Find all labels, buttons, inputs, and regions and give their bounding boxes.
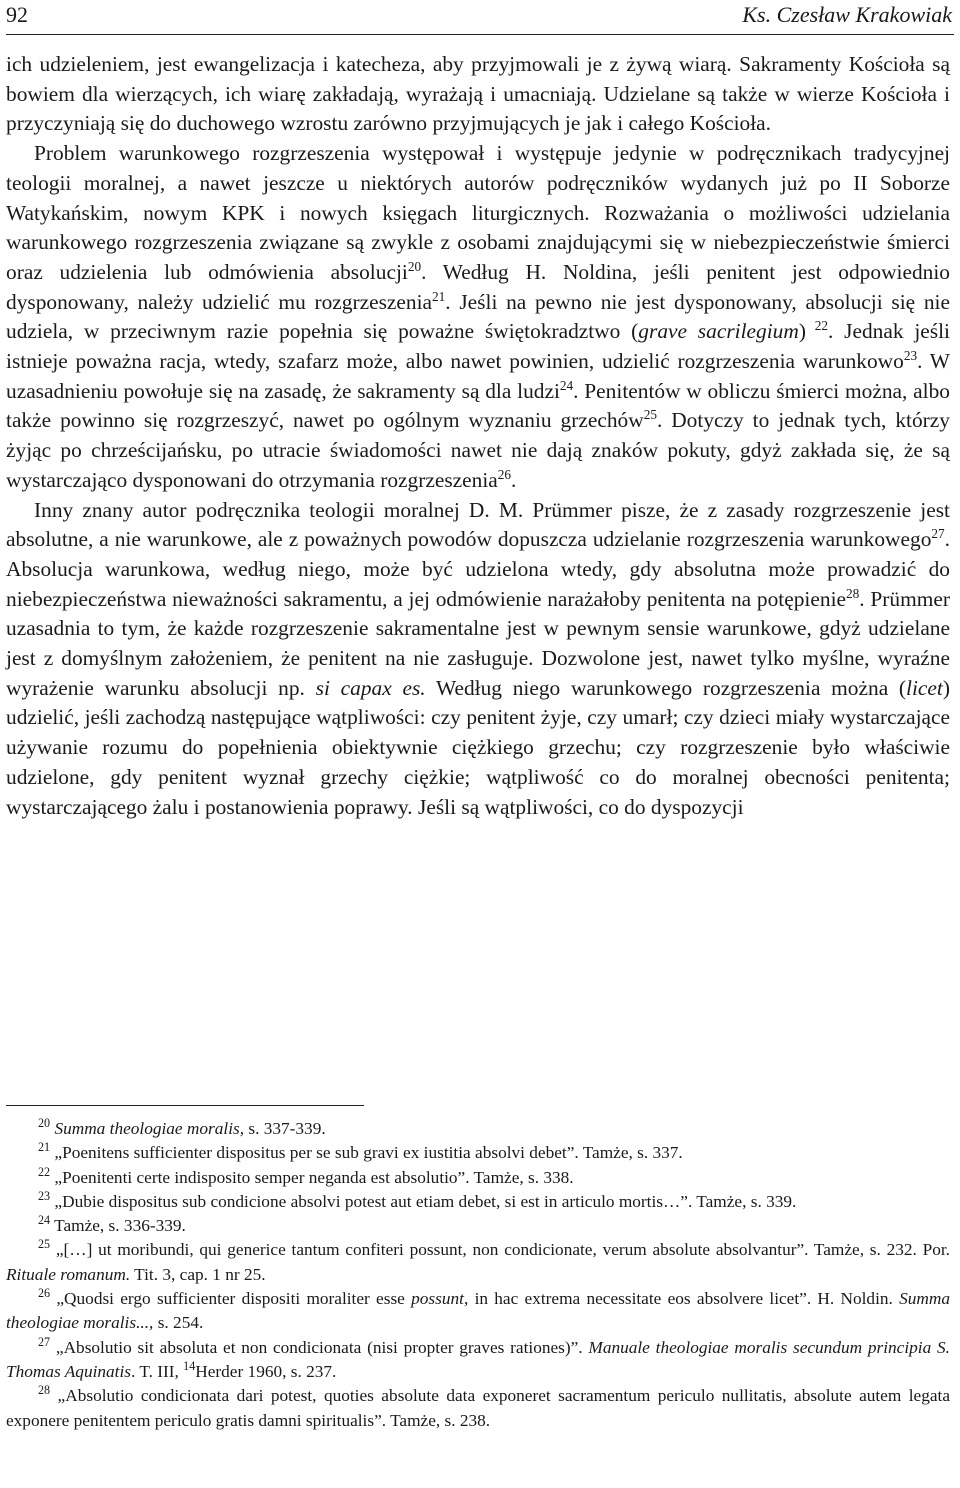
text-run: . — [511, 467, 517, 492]
text-run: Według niego warunkowego rozgrzeszenia można ( — [425, 675, 907, 700]
text-run: . Dotyczy to jednak tych, którzy żyjąc po chrześcijańsku, po utracie świadomości nawet nie dają znaków pokuty, gdyż zakłada się, że są wystarczająco dysponowani do otrzymania rozgrzeszenia — [6, 408, 950, 492]
footnote-text: , in hac extrema necessitate eos absolvere licet”. H. Noldin. — [463, 1289, 900, 1309]
text-run: ) — [798, 319, 806, 344]
footnote-number: 26 — [38, 1286, 51, 1301]
footnote-26 — [6, 1287, 950, 1336]
running-head: Ks. Czesław Krakowiak — [742, 2, 952, 27]
italic-title: Manuale theologiae moralis secundum principia S. Thomas Aquinatis — [6, 1337, 950, 1381]
footnote-23 — [6, 1190, 950, 1214]
footnote-number: 20 — [38, 1116, 51, 1131]
footnote-text: „Absolutio condicionata dari potest, quoties absolute data exponeret sacramentum periculo nullitatis, absolute autem legata exponere penitentem periculo gratis damni spiritualis”. Tamże, s. 238. — [6, 1386, 950, 1430]
page-header — [6, 0, 954, 34]
footnote-number: 27 — [38, 1334, 51, 1349]
footnote-text: „Poenitens sufficienter dispositus per se sub gravi ex iustitia absolvi debet”. Tamże, s. 337. — [50, 1143, 683, 1163]
footnote-ref-27: 27 — [931, 526, 945, 542]
footnote-27 — [6, 1336, 950, 1385]
text-run: . Prümmer uzasadnia to tym, że każde rozgrzeszenie sakramentalne jest w pewnym sensie warunkowe, gdyż udzielane jest z domyślnym założeniem, że penitent na nie zasługuje. Dozwolone jest, nawet tylko myślne, wyraźne wyrażenie warunku absolucji np. — [6, 586, 950, 700]
footnote-text: „[…] ut moribundi, qui generice tantum confiteri possunt, non condicionate, verum absolute absolvantur”. Tamże, s. 232. Por. — [50, 1240, 950, 1260]
paragraph-2 — [6, 139, 950, 495]
footnote-text: s. 337-339. — [244, 1119, 326, 1138]
header-rule — [6, 34, 954, 35]
footnote-ref-21: 21 — [432, 288, 446, 304]
footnote-24 — [6, 1214, 950, 1238]
italic-title: Summa theologiae moralis, — [54, 1119, 245, 1138]
text-run: . Absolucja warunkowa, według niego, może być udzielona wtedy, gdy absolutna może prowadzić do niebezpieczeństwa nieważności sakramentu, a jej odmówienie narażałoby penitenta na potępienie — [6, 527, 950, 611]
footnote-ref-25: 25 — [643, 407, 657, 423]
main-text — [6, 50, 950, 822]
text-run: . Jednak jeśli istnieje poważna racja, wtedy, szafarz może, albo nawet powinien, udzielić rozgrzeszenia warunkowo — [6, 319, 950, 374]
footnote-number: 28 — [38, 1383, 51, 1398]
footnote-number: 23 — [38, 1189, 51, 1204]
footnote-text: „Dubie dispositus sub condicione absolvi potest aut etiam debet, si est in articulo mortis…”. Tamże, s. 339. — [50, 1191, 797, 1211]
footnote-number: 21 — [38, 1140, 51, 1155]
footnote-20 — [6, 1117, 950, 1141]
footnote-ref-20: 20 — [407, 258, 422, 274]
footnote-text: „Absolutio sit absoluta et non condicionata (nisi propter graves rationes)”. — [50, 1337, 589, 1357]
footnote-21 — [6, 1141, 950, 1165]
italic-title: Rituale romanum. — [6, 1264, 131, 1284]
footnote-25 — [6, 1238, 950, 1287]
footnote-ref-28: 28 — [846, 585, 860, 601]
text-run: . W uzasadnieniu powołuje się na zasadę, że sakramenty są dla ludzi — [6, 349, 950, 403]
italic-term: si capax es. — [315, 675, 426, 700]
footnote-22 — [6, 1166, 950, 1190]
footnote-text: s. 254. — [153, 1313, 204, 1333]
text-run: ) udzielić, jeśli zachodzą następujące wątpliwości: czy penitent żyje, czy umarł; czy dzieci miały wystarczające używanie rozumu do popełnienia obiektywnie ciężkiego grzechu; czy rozgrzeszenie było właściwie udzielone, gdy penitent wyznał grzechy ciężkie; wątpliwość co do moralnej obecności penitenta; wystarczającego żalu i postanowienia poprawy. Jeśli są wątpliwości, co do dyspozycji — [6, 675, 950, 819]
footnote-ref-23: 23 — [903, 347, 918, 363]
paragraph-3 — [6, 496, 950, 823]
footnote-text: Herder 1960, s. 237. — [195, 1361, 337, 1381]
footnote-ref-26: 26 — [497, 466, 512, 482]
edition-superscript: 14 — [183, 1359, 196, 1374]
footnote-ref-22: 22 — [805, 318, 828, 334]
italic-term: possunt — [411, 1289, 464, 1309]
italic-term: licet — [906, 675, 943, 700]
footnote-text: Tamże, s. 336-339. — [50, 1216, 186, 1236]
paragraph-1: ich udzieleniem, jest ewangelizacja i katecheza, aby przyjmowali je z żywą wiarą. Sakramenty Kościoła są bowiem dla wierzących, ich wiarę zakładają, wyrażają i umacniają. Udzielane są także w wierze Kościoła i przyczyniają się do duchowego wzrostu zarówno przyjmujących je jak i całego Kościoła. — [6, 52, 950, 136]
footnote-text: „Quodsi ergo sufficienter dispositi moraliter esse — [50, 1289, 412, 1309]
footnote-text: „Poenitenti certe indisposito semper neganda est absolutio”. Tamże, s. 338. — [50, 1167, 574, 1187]
text-run: . Penitentów w obliczu śmierci można, albo także powinno się rozgrzeszyć, nawet po ogólnym wyznaniu grzechów — [6, 378, 950, 433]
footnote-number: 25 — [38, 1237, 51, 1252]
footnote-text: . T. III, — [131, 1361, 184, 1381]
text-run: Inny znany autor podręcznika teologii moralnej D. M. Prümmer pisze, że z zasady rozgrzeszenie jest absolutne, a nie warunkowe, ale z poważnych powodów dopuszcza udzielanie rozgrzeszenia warunkowego — [6, 497, 950, 552]
footnote-number: 22 — [38, 1164, 51, 1179]
italic-term: grave sacrilegium — [638, 319, 799, 344]
page-number: 92 — [6, 2, 28, 27]
footnotes — [6, 1117, 950, 1433]
footnote-ref-24: 24 — [559, 377, 574, 393]
footnote-number: 24 — [38, 1213, 51, 1228]
footnote-separator — [6, 1105, 364, 1106]
footnote-28 — [6, 1384, 950, 1433]
text-run: Problem warunkowego rozgrzeszenia występował i występuje jedynie w podręcznikach tradycyjnej teologii moralnej, a nawet jeszcze u niektórych autorów podręczników wydanych już po II Soborze Watykańskim, nowym KPK i nowych księgach liturgicznych. Rozważania o możliwości udzielania warunkowego rozgrzeszenia związane są zwykle z osobami znajdującymi się w niebezpieczeństwie śmierci oraz udzielenia lub odmówienia absolucji — [6, 141, 950, 284]
text-run: . Jeśli na pewno nie jest dysponowany, absolucji się nie udziela, w przeciwnym razie popełnia się poważne świętokradztwo ( — [6, 289, 950, 344]
footnote-text: Tit. 3, cap. 1 nr 25. — [130, 1264, 266, 1284]
text-run: . Według H. Noldina, jeśli penitent jest odpowiednio dysponowany, należy udzielić mu rozgrzeszenia — [6, 259, 950, 314]
italic-title: Summa theologiae moralis..., — [6, 1289, 950, 1333]
